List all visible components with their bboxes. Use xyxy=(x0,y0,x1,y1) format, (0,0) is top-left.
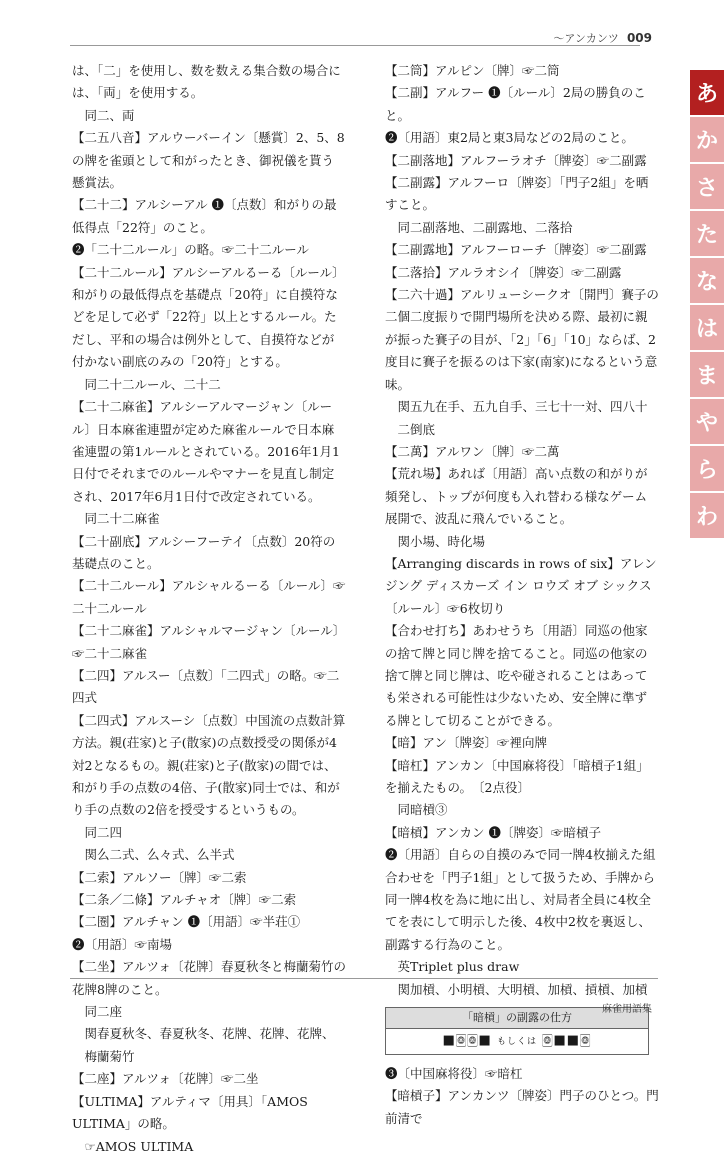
entry: 【二四式】アルスーシ〔点数〕中国流の点数計算方法。親(荘家)と子(散家)の点数授受の関係が4対2となるもの。親(荘家)と子(散家)の間では、和がり手の点数の4倍、子(散家)同士では、和がり手の点数の2倍を授受するというもの。 xyxy=(72,712,346,818)
entry: 【二落拾】アルラオシイ〔牌姿〕☞二副露 xyxy=(385,264,622,280)
entry: 【暗】アン〔牌姿〕☞裡向牌 xyxy=(385,735,548,751)
entry: 【二四】アルスー〔点数〕「二四式」の略。☞二四式 xyxy=(72,667,340,706)
entry: 【ULTIMA】アルティマ〔用具〕「AMOS ULTIMA」の略。 xyxy=(72,1093,308,1132)
left-column xyxy=(72,60,346,1158)
entry: 【二十二】アルシーアル ❶〔点数〕和がりの最低得点「22符」のこと。 xyxy=(72,197,337,235)
cross-reference: ☞AMOS ULTIMA xyxy=(84,1138,194,1154)
entry: 【二十二麻雀】アルシーアルマージャン〔ルール〕日本麻雀連盟が定めた麻雀ルールで日本麻雀連盟の第1ルールとされている。2016年1月1日付でそれまでのルールやマナーを見直し制定され、2017年6月1日付で改定されている。 xyxy=(72,399,340,504)
tab-ma[interactable]: ま xyxy=(690,352,724,397)
figure-title: 「暗槓」の副露の仕方 xyxy=(386,1008,648,1029)
entry: 【二十二ルール】アルシャルるーる〔ルール〕☞二十二ルール xyxy=(72,578,346,616)
figure-tiles xyxy=(386,1029,648,1054)
synonym-line: 同二座 xyxy=(84,1004,123,1020)
entry: 【二副】アルフー ❶〔ルール〕2局の勝負のこと。 xyxy=(385,85,646,123)
entry: 【荒れ場】あれば〔用語〕高い点数の和がりが頻発し、トップが何度も入れ替わる様なゲーム展開で、波乱に飛んでいること。 xyxy=(385,466,648,527)
tab-ra[interactable]: ら xyxy=(690,446,724,491)
entry-sense: ❸〔中国麻将役〕☞暗杠 xyxy=(385,1066,523,1082)
tile-row-left: ■🀙🀙■ xyxy=(442,1033,492,1049)
header-title: ～アンカンツ xyxy=(553,32,619,45)
or-label: もしくは xyxy=(496,1037,537,1048)
related-line: 関么二式、么々式、么半式 xyxy=(84,847,235,863)
tab-na[interactable]: な xyxy=(690,258,724,303)
synonym-line: 同二十二ルール、二十二 xyxy=(84,376,221,392)
entry: 【合わせ打ち】あわせうち〔用語〕同巡の他家の捨て牌と同じ牌を捨てること。同巡の他家の捨て牌と同じ牌は、吃や碰されることはあっても栄される可能性は少ないため、安全牌に準ずる牌として切ることができる。 xyxy=(385,623,648,728)
entry-sense: ❷〔用語〕自らの自摸のみで同一牌4枚揃えた組合わせを「門子1組」として扱うため、手牌から同一牌4枚を為に地に出し、対局者全員に4枚全てを表にして明示した後、4枚中2枚を裏返し、副露する行為のこと。 xyxy=(385,847,656,952)
synonym-line: 同二、両 xyxy=(84,107,135,123)
tab-ta[interactable]: た xyxy=(690,211,724,256)
tab-wa[interactable]: わ xyxy=(690,493,724,538)
synonym-line: 同二副落地、二副露地、二落拾 xyxy=(397,219,573,235)
related-line: 関加槓、小明槓、大明槓、加槓、摃槓、加槓 xyxy=(397,981,648,997)
english-line: 英Triplet plus draw xyxy=(397,959,520,975)
entry: 【二坐】アルツォ〔花牌〕春夏秋冬と梅蘭菊竹の花牌8牌のこと。 xyxy=(72,959,347,997)
entry: 【二十二麻雀】アルシャルマージャン〔ルール〕☞二十二麻雀 xyxy=(72,623,346,661)
entry-text: は、「二」を使用し、数を数える集合数の場合には、「両」を使用する。 xyxy=(72,63,341,101)
tile-row-right: 🀙■■🀙 xyxy=(542,1033,592,1049)
entry-sense: ❷〔用語〕☞南場 xyxy=(72,936,173,952)
entry: 【二座】アルツォ〔花牌〕☞二坐 xyxy=(72,1071,259,1087)
entry: 【二五八音】アルウーバーイン〔懸賞〕2、5、8の牌を雀頭として和がったとき、御祝儀を貰う懸賞法。 xyxy=(72,130,345,191)
entry-sense: ❷〔用語〕東2局と東3局などの2局のこと。 xyxy=(385,130,634,146)
related-line: 関五九在手、五九自手、三七十一対、四八十二倒底 xyxy=(397,399,648,437)
right-column xyxy=(385,60,659,1130)
tab-sa[interactable]: さ xyxy=(690,164,724,209)
entry: 【二副落地】アルフーラオチ〔牌姿〕☞二副露 xyxy=(385,152,647,168)
entry: 【暗槓】アンカン ❶〔牌姿〕☞暗槓子 xyxy=(385,824,601,840)
running-footer: 麻雀用語集 xyxy=(602,1004,652,1015)
entry: 【二副露】アルフーロ〔牌姿〕「門子2組」を晒すこと。 xyxy=(385,175,649,213)
tab-ka[interactable]: か xyxy=(690,117,724,162)
synonym-line: 同暗槓③ xyxy=(397,802,448,818)
related-line: 関春夏秋冬、春夏秋冬、花牌、花牌、花牌、梅蘭菊竹 xyxy=(84,1026,335,1064)
synonym-line: 同二十二麻雀 xyxy=(84,511,160,527)
tab-ya[interactable]: や xyxy=(690,399,724,444)
tab-a[interactable]: あ xyxy=(690,70,724,115)
entry-sense: ❷「二十二ルール」の略。☞二十二ルール xyxy=(72,242,310,258)
entry: 【暗杠】アンカン〔中国麻将役〕「暗槓子1組」を揃えたもの。 〔2点役〕 xyxy=(385,757,649,795)
page-number: 009 xyxy=(626,31,652,45)
header-rule xyxy=(70,45,640,46)
kana-index-tabs xyxy=(690,70,724,540)
related-line: 関小場、時化場 xyxy=(397,533,486,549)
entry: 【Arranging discards in rows of six】アレンジング ディスカーズ イン ロウズ オブ シックス〔ルール〕☞6枚切り xyxy=(385,555,657,616)
entry: 【二十二ルール】アルシーアルるーる〔ルール〕和がりの最低得点を基礎点「20符」に自摸符などを足して必ず「22符」以上とするルール。ただし、平和の場合は例外として、自摸符などが付かない副底のみの「20符」とする。 xyxy=(72,264,345,370)
entry: 【暗槓子】アンカンツ〔牌姿〕門子のひとつ。門前清で xyxy=(385,1088,659,1126)
tab-ha[interactable]: は xyxy=(690,305,724,350)
entry: 【二副露地】アルフーローチ〔牌姿〕☞二副露 xyxy=(385,242,647,258)
entry: 【二条／二條】アルチャオ〔牌〕☞二索 xyxy=(72,892,297,908)
entry: 【二十副底】アルシーフーテイ〔点数〕20符の基礎点のこと。 xyxy=(72,533,336,571)
entry: 【二萬】アルワン〔牌〕☞二萬 xyxy=(385,443,560,459)
footer-rule xyxy=(70,978,658,979)
entry: 【二六十過】アルリューシークオ〔開門〕賽子の二個二度振りで開門場所を決める際、最初に親が振った賽子の目が、「2」「6」「10」ならば、2度目に賽子を振るのは下家(南家)になるという意味。 xyxy=(385,287,659,392)
running-header xyxy=(553,30,652,46)
entry: 【二圏】アルチャン ❶〔用語〕☞半荘① xyxy=(72,914,301,930)
entry: 【二索】アルソー〔牌〕☞二索 xyxy=(72,869,247,885)
synonym-line: 同二四 xyxy=(84,824,123,840)
entry: 【二筒】アルピン〔牌〕☞二筒 xyxy=(385,63,560,78)
